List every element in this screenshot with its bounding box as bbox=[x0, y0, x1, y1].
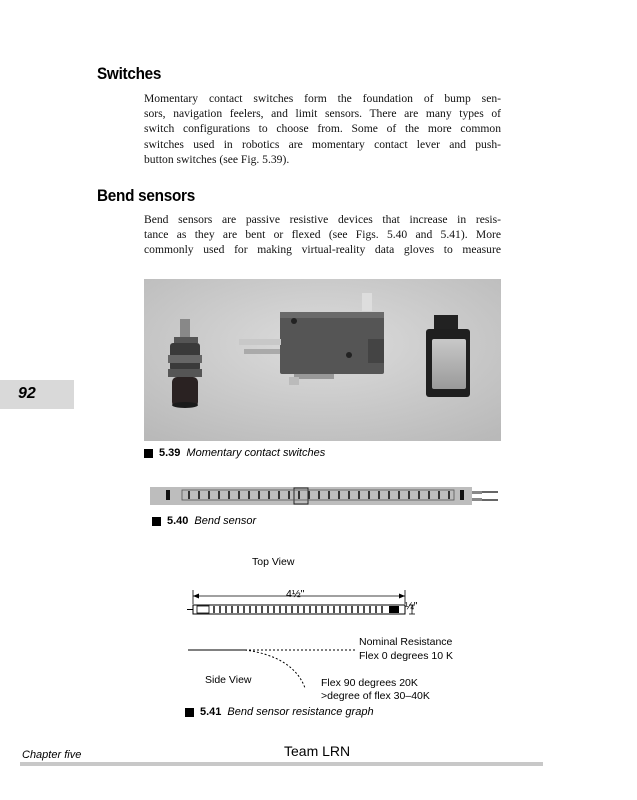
caption-bullet bbox=[152, 517, 161, 526]
flex-90-label: Flex 90 degrees 20K bbox=[321, 677, 418, 689]
footer-center-text: Team LRN bbox=[284, 743, 351, 759]
text-line: Bend sensors are passive resistive devices that increase in resis- bbox=[144, 213, 501, 226]
text-line: button switches (see Fig. 5.39). bbox=[144, 152, 290, 166]
section-heading-switches: Switches bbox=[97, 64, 162, 83]
figure-caption-5-41 bbox=[185, 706, 374, 718]
footer-rule bbox=[20, 762, 543, 766]
page-number-tab bbox=[0, 380, 74, 409]
top-view-label: Top View bbox=[252, 556, 295, 568]
caption-bullet bbox=[144, 449, 153, 458]
switches-paragraph bbox=[144, 91, 501, 167]
page-number: 92 bbox=[18, 385, 36, 402]
figure-number: 5.40 bbox=[167, 515, 189, 527]
section-heading-bend-sensors: Bend sensors bbox=[97, 186, 195, 205]
text-line: sors, navigation feelers, and limit sensors. There are many types of bbox=[144, 107, 501, 121]
text-line: Momentary contact switches form the foundation of bump sen- bbox=[144, 92, 501, 105]
caption-bullet bbox=[185, 708, 194, 717]
nominal-resistance-label: Nominal Resistance bbox=[359, 636, 453, 648]
switches-photo bbox=[144, 279, 501, 441]
bend-sensors-paragraph bbox=[144, 212, 501, 258]
figure-caption-text: Bend sensor bbox=[194, 515, 257, 527]
side-view-label: Side View bbox=[205, 674, 252, 686]
chapter-label: Chapter five bbox=[22, 749, 82, 761]
figure-number: 5.39 bbox=[159, 447, 181, 459]
figure-caption-text: Momentary contact switches bbox=[186, 447, 326, 459]
figure-number: 5.41 bbox=[200, 706, 222, 718]
flex-0-label: Flex 0 degrees 10 K bbox=[359, 650, 453, 662]
bend-sensor-photo bbox=[148, 481, 500, 511]
text-line: switches used in robotics are momentary contact lever and push- bbox=[144, 137, 501, 151]
text-line: tance as they are bent or flexed (see Figs. 5.40 and 5.41). More bbox=[144, 228, 501, 242]
length-dimension-label: 4½" bbox=[286, 588, 305, 600]
figure-caption-text: Bend sensor resistance graph bbox=[227, 706, 374, 718]
figure-caption-5-39 bbox=[144, 447, 325, 459]
text-line: commonly used for making virtual-reality data gloves to measure bbox=[144, 243, 501, 257]
flex-range-label: >degree of flex 30–40K bbox=[321, 690, 430, 702]
text-line: switch configurations to choose from. Some of the more common bbox=[144, 122, 501, 136]
figure-caption-5-40 bbox=[152, 515, 256, 527]
width-dimension-label: ¼" bbox=[405, 600, 418, 612]
